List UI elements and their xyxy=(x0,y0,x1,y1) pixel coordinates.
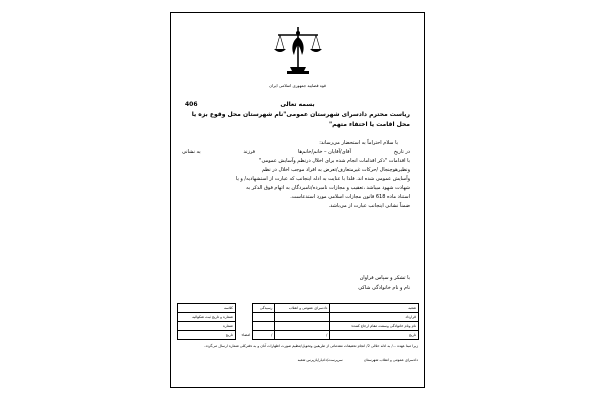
complaint-form-page xyxy=(170,12,425,388)
address-label: به نشانی xyxy=(182,149,201,155)
body-line: ونظیرهوچنجال /حرکات غیرمتعارف/تعرض به افراد موجب اخلال در نظم xyxy=(261,167,410,173)
signature-block xyxy=(290,273,410,293)
table-cell: امضاء xyxy=(235,331,252,340)
prosecutor-office-label: دادسرای عمومی و انقلاب شهرستان xyxy=(363,358,418,362)
table-cell: رسیدگی xyxy=(253,304,275,313)
addressee-heading: ریاست محترم دادسرای شهرستان عمومی"نام شهرستان محل وقوع بزه یا محل اقامت یا اختفاء متهم" xyxy=(191,111,410,128)
greeting-line: با سلام احتراماً به استحضار می‌رساند: xyxy=(319,140,398,146)
body-line: با اقدامات "ذکر اقدامات انجام شده برای اخلال درنظم وآسایش عمومی" xyxy=(259,158,410,164)
complainant-name-label: نام و نام خانوادگی شاکی xyxy=(358,285,410,291)
table-cell: قرارداد xyxy=(330,313,419,322)
body-line: وآسایش عمومی شده اند. فلذا با عنایت به ادله اینجانب که عبارت از استشهادیه/ و یا xyxy=(235,176,410,182)
table-cell: تاریخ xyxy=(330,331,419,340)
thanks-line: با تشکر و سپاس فراوان xyxy=(359,275,410,281)
table-cell: نام ونام خانوادگی وسمت مقام ارجاع کننده: xyxy=(330,322,419,331)
table-cell xyxy=(235,313,252,322)
basmala: بسمه تعالی xyxy=(280,101,315,108)
table-cell xyxy=(235,304,252,313)
referral-footnote: زیرا مبنا عهده .../ به ادله حلالی 2/ انجام تحقیقات مقدماتی از طریقین وتحویل/تنظیم صورت اظهارات آنان و به دفترکلی شماره ارسال می‌گردد. xyxy=(204,344,418,348)
footer-row xyxy=(176,358,418,362)
body-line: شهادت شهود میباشد ،تعقیب و مجازات نامبرده/نامبردگان به اتهام فوق الذکر به xyxy=(246,185,410,191)
table-cell xyxy=(275,313,330,322)
table-cell: / xyxy=(275,331,330,340)
table-row xyxy=(178,313,419,322)
complaint-body xyxy=(182,139,410,211)
table-cell: شعبه xyxy=(330,304,419,313)
registry-table xyxy=(177,303,419,340)
table-cell: تاریخ xyxy=(178,331,236,340)
table-cell xyxy=(253,322,275,331)
table-cell xyxy=(253,313,275,322)
table-cell: شماره xyxy=(178,322,236,331)
body-line: استناد ماده 618 قانون مجازات اسلامی مورد استدعاست. xyxy=(290,194,410,200)
table-cell: کلاسه xyxy=(178,304,236,313)
judiciary-emblem-icon xyxy=(268,21,328,81)
child-of-label: فرزند xyxy=(243,149,256,155)
emblem-caption: قوه قضاییه جمهوری اسلامی ایران xyxy=(269,83,326,88)
document-number: 406 xyxy=(185,101,198,108)
table-cell xyxy=(275,322,330,331)
table-cell: دادسرای عمومی و انقلاب xyxy=(275,304,330,313)
accused-label: آقای/آقایان – خانم/خانم‌ها xyxy=(297,149,351,155)
parties-line xyxy=(182,148,410,157)
table-cell xyxy=(235,322,252,331)
supervisor-label: سرپرست/دادیار/بازپرس شعبه xyxy=(297,358,343,362)
table-row xyxy=(178,304,419,313)
date-label: در تاریخ xyxy=(393,149,410,155)
table-cell: شماره و تاریخ ثبت شکوائیه xyxy=(178,313,236,322)
table-row xyxy=(178,331,419,340)
table-cell: / xyxy=(253,331,275,340)
body-line: ضمناً نشانی اینجانب عبارت از می‌باشد. xyxy=(328,203,410,209)
table-row xyxy=(178,322,419,331)
